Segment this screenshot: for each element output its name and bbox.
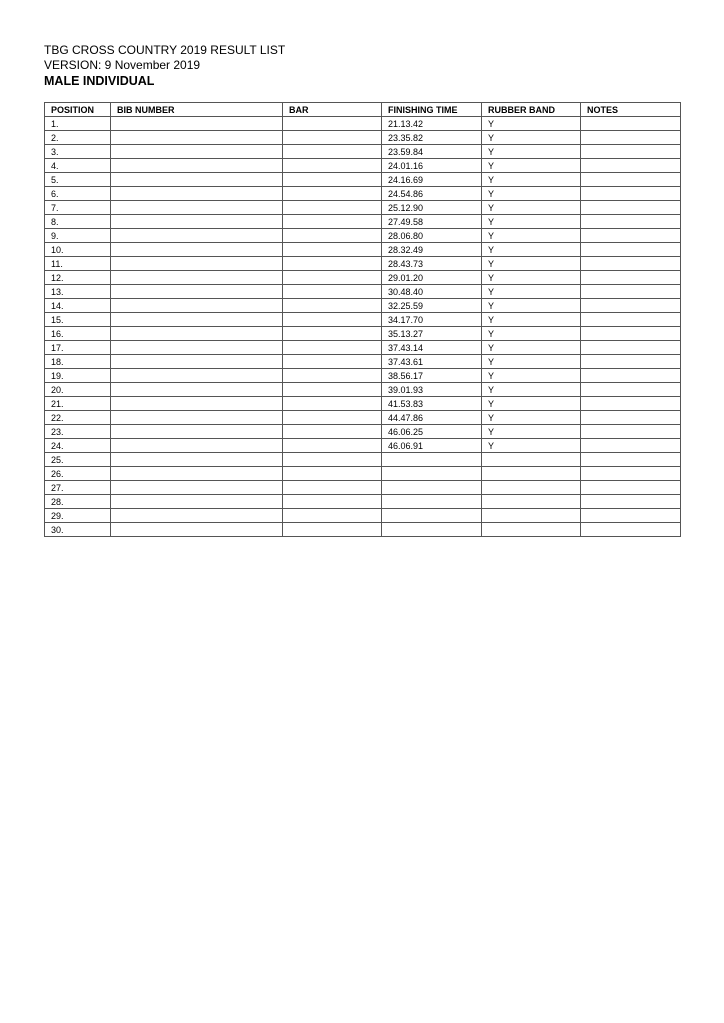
cell-notes [581,145,681,159]
cell-bib-number [111,201,283,215]
cell-bib-number [111,299,283,313]
cell-finishing-time [382,453,482,467]
cell-bib-number [111,369,283,383]
table-row [45,257,681,271]
cell-bib-number [111,187,283,201]
cell-bar [283,215,382,229]
cell-finishing-time: 24.01.16 [382,159,482,173]
cell-finishing-time: 37.43.14 [382,341,482,355]
cell-finishing-time: 25.12.90 [382,201,482,215]
cell-finishing-time: 41.53.83 [382,397,482,411]
cell-bar [283,131,382,145]
cell-bib-number [111,355,283,369]
table-row [45,131,681,145]
cell-rubber-band: Y [482,425,581,439]
cell-position: 16. [45,327,111,341]
table-row [45,397,681,411]
cell-bar [283,341,382,355]
results-table [44,102,681,537]
cell-position: 14. [45,299,111,313]
cell-bib-number [111,117,283,131]
cell-notes [581,411,681,425]
cell-bib-number [111,453,283,467]
cell-notes [581,523,681,537]
cell-rubber-band: Y [482,327,581,341]
cell-bar [283,299,382,313]
cell-bar [283,481,382,495]
table-row [45,523,681,537]
cell-bar [283,495,382,509]
document-version: VERSION: 9 November 2019 [44,58,201,72]
header-bar: BAR [283,103,382,117]
cell-finishing-time: 46.06.91 [382,439,482,453]
cell-finishing-time [382,523,482,537]
cell-notes [581,355,681,369]
cell-notes [581,467,681,481]
cell-finishing-time: 29.01.20 [382,271,482,285]
cell-bib-number [111,257,283,271]
table-row [45,243,681,257]
cell-bib-number [111,481,283,495]
document-header [44,43,285,89]
cell-position: 1. [45,117,111,131]
cell-rubber-band [482,523,581,537]
cell-notes [581,271,681,285]
header-notes: NOTES [581,103,681,117]
cell-finishing-time [382,467,482,481]
cell-rubber-band [482,495,581,509]
cell-position: 17. [45,341,111,355]
cell-bib-number [111,243,283,257]
cell-position: 4. [45,159,111,173]
cell-bar [283,369,382,383]
cell-bar [283,383,382,397]
cell-bib-number [111,523,283,537]
table-row [45,383,681,397]
cell-rubber-band: Y [482,299,581,313]
cell-bar [283,411,382,425]
cell-bar [283,467,382,481]
cell-bar [283,397,382,411]
cell-bar [283,271,382,285]
cell-notes [581,173,681,187]
cell-finishing-time [382,481,482,495]
cell-bib-number [111,425,283,439]
table-row [45,187,681,201]
cell-position: 20. [45,383,111,397]
cell-notes [581,453,681,467]
table-row [45,509,681,523]
cell-bib-number [111,509,283,523]
cell-finishing-time [382,509,482,523]
cell-bib-number [111,285,283,299]
cell-bib-number [111,467,283,481]
cell-bar [283,243,382,257]
table-row [45,327,681,341]
cell-position: 21. [45,397,111,411]
cell-notes [581,201,681,215]
table-row [45,453,681,467]
cell-bar [283,453,382,467]
table-row [45,285,681,299]
cell-position: 6. [45,187,111,201]
cell-rubber-band: Y [482,243,581,257]
cell-finishing-time: 38.56.17 [382,369,482,383]
header-position: POSITION [45,103,111,117]
cell-finishing-time: 23.35.82 [382,131,482,145]
cell-position: 3. [45,145,111,159]
section-heading: MALE INDIVIDUAL [44,74,155,88]
cell-notes [581,397,681,411]
cell-bib-number [111,341,283,355]
cell-notes [581,117,681,131]
cell-position: 9. [45,229,111,243]
cell-bar [283,257,382,271]
table-row [45,117,681,131]
cell-rubber-band: Y [482,159,581,173]
table-row [45,355,681,369]
cell-bib-number [111,145,283,159]
cell-rubber-band: Y [482,131,581,145]
cell-position: 24. [45,439,111,453]
cell-finishing-time: 28.32.49 [382,243,482,257]
table-header-row [45,103,681,117]
cell-finishing-time: 30.48.40 [382,285,482,299]
cell-bib-number [111,313,283,327]
header-rubber-band: RUBBER BAND [482,103,581,117]
cell-bar [283,201,382,215]
cell-bar [283,117,382,131]
cell-finishing-time: 23.59.84 [382,145,482,159]
table-row [45,425,681,439]
cell-bar [283,355,382,369]
header-finishing-time: FINISHING TIME [382,103,482,117]
cell-rubber-band: Y [482,257,581,271]
cell-rubber-band: Y [482,187,581,201]
cell-bib-number [111,229,283,243]
cell-rubber-band: Y [482,271,581,285]
cell-notes [581,131,681,145]
cell-rubber-band: Y [482,285,581,299]
table-row [45,201,681,215]
cell-bar [283,159,382,173]
cell-notes [581,327,681,341]
cell-notes [581,341,681,355]
cell-bib-number [111,411,283,425]
cell-position: 27. [45,481,111,495]
cell-position: 13. [45,285,111,299]
cell-rubber-band: Y [482,173,581,187]
cell-position: 29. [45,509,111,523]
cell-notes [581,439,681,453]
cell-rubber-band [482,509,581,523]
cell-notes [581,159,681,173]
cell-rubber-band: Y [482,145,581,159]
cell-bib-number [111,271,283,285]
cell-notes [581,495,681,509]
cell-rubber-band: Y [482,341,581,355]
table-row [45,159,681,173]
cell-notes [581,369,681,383]
cell-notes [581,243,681,257]
cell-notes [581,383,681,397]
cell-bar [283,327,382,341]
cell-rubber-band: Y [482,383,581,397]
cell-notes [581,257,681,271]
cell-rubber-band: Y [482,439,581,453]
cell-bar [283,425,382,439]
cell-finishing-time: 35.13.27 [382,327,482,341]
cell-bar [283,187,382,201]
cell-rubber-band [482,453,581,467]
cell-position: 26. [45,467,111,481]
cell-rubber-band: Y [482,355,581,369]
cell-position: 11. [45,257,111,271]
table-row [45,313,681,327]
cell-notes [581,299,681,313]
cell-position: 10. [45,243,111,257]
table-row [45,369,681,383]
table-row [45,271,681,285]
cell-rubber-band [482,481,581,495]
cell-rubber-band: Y [482,201,581,215]
cell-finishing-time: 44.47.86 [382,411,482,425]
cell-position: 28. [45,495,111,509]
cell-finishing-time: 28.06.80 [382,229,482,243]
cell-finishing-time: 32.25.59 [382,299,482,313]
cell-position: 15. [45,313,111,327]
cell-position: 5. [45,173,111,187]
cell-bib-number [111,131,283,145]
cell-bar [283,145,382,159]
cell-bar [283,173,382,187]
cell-bar [283,313,382,327]
cell-finishing-time: 28.43.73 [382,257,482,271]
table-row [45,481,681,495]
cell-position: 18. [45,355,111,369]
cell-bib-number [111,495,283,509]
cell-rubber-band: Y [482,411,581,425]
table-row [45,495,681,509]
cell-rubber-band [482,467,581,481]
cell-position: 19. [45,369,111,383]
cell-finishing-time: 39.01.93 [382,383,482,397]
cell-finishing-time: 21.13.42 [382,117,482,131]
cell-bib-number [111,327,283,341]
table-row [45,439,681,453]
cell-finishing-time: 46.06.25 [382,425,482,439]
cell-position: 23. [45,425,111,439]
cell-rubber-band: Y [482,397,581,411]
cell-notes [581,509,681,523]
cell-position: 8. [45,215,111,229]
cell-bib-number [111,397,283,411]
cell-finishing-time: 27.49.58 [382,215,482,229]
cell-position: 2. [45,131,111,145]
cell-notes [581,187,681,201]
results-body [45,117,681,537]
cell-bar [283,229,382,243]
table-row [45,215,681,229]
table-row [45,467,681,481]
cell-finishing-time: 37.43.61 [382,355,482,369]
cell-position: 22. [45,411,111,425]
cell-notes [581,481,681,495]
cell-bib-number [111,215,283,229]
cell-bar [283,523,382,537]
cell-bar [283,439,382,453]
cell-notes [581,215,681,229]
cell-notes [581,229,681,243]
cell-position: 30. [45,523,111,537]
table-row [45,411,681,425]
cell-finishing-time [382,495,482,509]
table-row [45,173,681,187]
table-row [45,229,681,243]
cell-position: 25. [45,453,111,467]
cell-rubber-band: Y [482,369,581,383]
cell-position: 12. [45,271,111,285]
cell-bib-number [111,383,283,397]
document-title: TBG CROSS COUNTRY 2019 RESULT LIST [44,43,286,57]
cell-rubber-band: Y [482,215,581,229]
cell-bar [283,285,382,299]
cell-notes [581,285,681,299]
table-row [45,341,681,355]
table-row [45,145,681,159]
header-bib-number: BIB NUMBER [111,103,283,117]
cell-finishing-time: 24.16.69 [382,173,482,187]
cell-bib-number [111,173,283,187]
cell-rubber-band: Y [482,313,581,327]
cell-notes [581,313,681,327]
cell-finishing-time: 34.17.70 [382,313,482,327]
cell-rubber-band: Y [482,117,581,131]
table-row [45,299,681,313]
cell-bib-number [111,159,283,173]
cell-bib-number [111,439,283,453]
cell-rubber-band: Y [482,229,581,243]
cell-finishing-time: 24.54.86 [382,187,482,201]
cell-position: 7. [45,201,111,215]
cell-notes [581,425,681,439]
cell-bar [283,509,382,523]
